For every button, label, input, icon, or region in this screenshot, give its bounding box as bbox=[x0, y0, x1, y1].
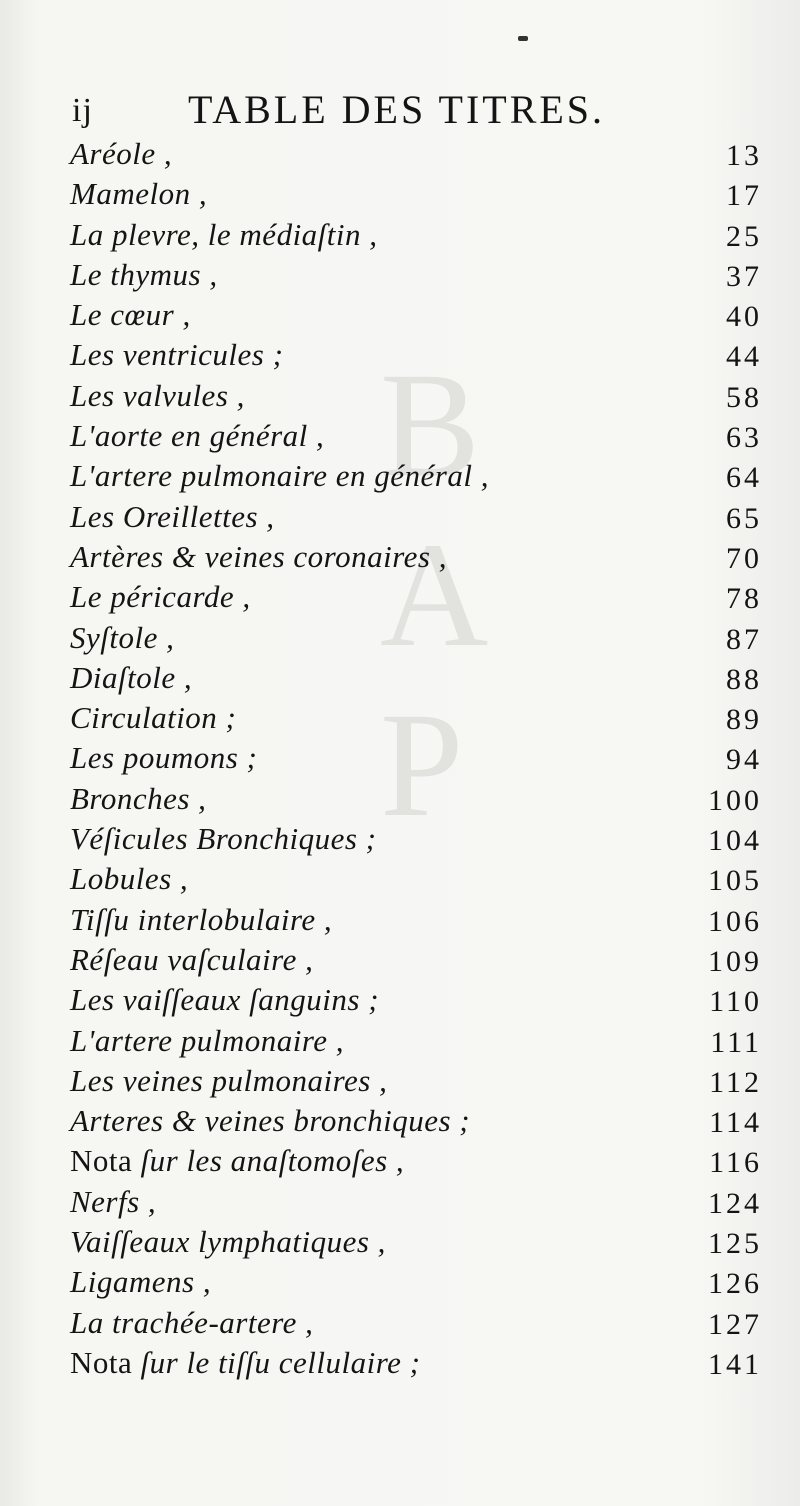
toc-entry bbox=[70, 134, 770, 174]
toc-entry bbox=[70, 738, 770, 778]
toc-entry bbox=[70, 1021, 770, 1061]
toc-entry-title: Nerfs , bbox=[70, 1183, 157, 1219]
toc-entry bbox=[70, 1343, 770, 1383]
toc-entry-title: Arteres & veines bronchiques ; bbox=[70, 1103, 471, 1139]
toc-entry-title: Les Oreillettes , bbox=[70, 498, 275, 534]
toc-entry-page: 125 bbox=[708, 1227, 762, 1261]
toc-entry-title: La trachée-artere , bbox=[70, 1304, 314, 1340]
toc-entry bbox=[70, 1101, 770, 1141]
toc-entry-title: Diaſtole , bbox=[70, 659, 193, 695]
table-of-contents bbox=[70, 134, 770, 1383]
toc-entry-page: 112 bbox=[709, 1065, 762, 1099]
toc-entry-title: L'artere pulmonaire , bbox=[70, 1022, 345, 1058]
toc-entry-page: 87 bbox=[726, 622, 762, 656]
toc-entry bbox=[70, 376, 770, 416]
toc-entry-title: La plevre, le médiaſtin , bbox=[70, 216, 378, 252]
toc-entry bbox=[70, 1222, 770, 1262]
toc-entry bbox=[70, 1182, 770, 1222]
toc-entry bbox=[70, 1141, 770, 1181]
toc-entry bbox=[70, 900, 770, 940]
toc-entry bbox=[70, 940, 770, 980]
toc-entry-title: Le péricarde , bbox=[70, 579, 251, 615]
toc-entry-title: Les vaiſſeaux ſanguins ; bbox=[70, 982, 380, 1018]
ink-mark bbox=[518, 36, 528, 41]
toc-entry-page: 88 bbox=[726, 662, 762, 696]
toc-entry-title: Les ventricules ; bbox=[70, 337, 284, 373]
toc-entry-page: 58 bbox=[726, 380, 762, 414]
toc-entry-page: 100 bbox=[708, 783, 762, 817]
toc-entry-page: 64 bbox=[726, 461, 762, 495]
toc-entry-page: 78 bbox=[726, 582, 762, 616]
folio: ij bbox=[72, 92, 93, 129]
toc-entry bbox=[70, 497, 770, 537]
toc-entry bbox=[70, 335, 770, 375]
toc-entry bbox=[70, 698, 770, 738]
toc-entry-title: Syſtole , bbox=[70, 619, 175, 655]
toc-entry-title: Vaiſſeaux lymphatiques , bbox=[70, 1224, 386, 1260]
toc-entry bbox=[70, 1303, 770, 1343]
toc-entry-title: Tiſſu interlobulaire , bbox=[70, 901, 333, 937]
show-through-bleed: B A P bbox=[380, 342, 489, 848]
toc-entry-page: 104 bbox=[708, 824, 762, 858]
toc-entry-page: 44 bbox=[726, 340, 762, 374]
toc-entry bbox=[70, 658, 770, 698]
toc-entry-page: 13 bbox=[726, 139, 762, 172]
toc-entry bbox=[70, 980, 770, 1020]
toc-entry-title: Véſicules Bronchiques ; bbox=[70, 821, 377, 857]
toc-entry bbox=[70, 1061, 770, 1101]
toc-entry-page: 126 bbox=[708, 1267, 762, 1301]
toc-entry-title: L'aorte en général , bbox=[70, 418, 325, 454]
toc-entry bbox=[70, 174, 770, 214]
toc-entry-page: 127 bbox=[708, 1307, 762, 1341]
toc-entry-page: 65 bbox=[726, 501, 762, 535]
toc-entry-page: 116 bbox=[709, 1146, 762, 1180]
toc-entry-title: Les poumons ; bbox=[70, 740, 258, 776]
toc-entry bbox=[70, 255, 770, 295]
toc-entry-title: Artères & veines coronaires , bbox=[70, 538, 447, 574]
toc-entry bbox=[70, 215, 770, 255]
toc-entry bbox=[70, 456, 770, 496]
toc-entry-page: 111 bbox=[710, 1025, 762, 1059]
running-title: TABLE DES TITRES. bbox=[188, 87, 606, 132]
toc-entry-page: 141 bbox=[708, 1347, 762, 1381]
toc-entry-title: Circulation ; bbox=[70, 700, 237, 736]
toc-entry-page: 25 bbox=[726, 219, 762, 253]
toc-entry bbox=[70, 1262, 770, 1302]
toc-entry-page: 89 bbox=[726, 703, 762, 737]
toc-entry bbox=[70, 618, 770, 658]
toc-entry-title: Les veines pulmonaires , bbox=[70, 1062, 388, 1098]
toc-entry-page: 105 bbox=[708, 864, 762, 898]
toc-entry-page: 124 bbox=[708, 1186, 762, 1220]
toc-entry bbox=[70, 859, 770, 899]
toc-entry-title: Aréole , bbox=[70, 136, 173, 171]
toc-entry-title: Nota ſur les anaſtomoſes , bbox=[70, 1143, 405, 1179]
toc-entry bbox=[70, 819, 770, 859]
toc-entry bbox=[70, 416, 770, 456]
toc-entry-title: Bronches , bbox=[70, 780, 207, 816]
toc-entry-page: 110 bbox=[709, 985, 762, 1019]
toc-entry-page: 63 bbox=[726, 421, 762, 455]
page-header bbox=[72, 82, 672, 136]
toc-entry-page: 94 bbox=[726, 743, 762, 777]
toc-entry-page: 37 bbox=[726, 259, 762, 293]
toc-entry bbox=[70, 577, 770, 617]
toc-entry-title: Lobules , bbox=[70, 861, 189, 897]
toc-entry-page: 114 bbox=[709, 1106, 762, 1140]
toc-entry bbox=[70, 295, 770, 335]
toc-entry bbox=[70, 779, 770, 819]
toc-entry-title: Réſeau vaſculaire , bbox=[70, 941, 314, 977]
toc-entry-title: Ligamens , bbox=[70, 1264, 212, 1300]
toc-entry-title: Le thymus , bbox=[70, 256, 218, 292]
toc-entry-title: Nota ſur le tiſſu cellulaire ; bbox=[70, 1344, 421, 1380]
toc-entry-title: Les valvules , bbox=[70, 377, 245, 413]
toc-entry-title: L'artere pulmonaire en général , bbox=[70, 458, 489, 494]
toc-entry-page: 109 bbox=[708, 944, 762, 978]
toc-entry-page: 17 bbox=[726, 179, 762, 213]
toc-entry-page: 106 bbox=[708, 904, 762, 938]
toc-entry-title: Mamelon , bbox=[70, 176, 208, 212]
toc-entry-title: Le cœur , bbox=[70, 297, 191, 333]
toc-entry-page: 70 bbox=[726, 541, 762, 575]
toc-entry-page: 40 bbox=[726, 300, 762, 334]
toc-entry bbox=[70, 537, 770, 577]
